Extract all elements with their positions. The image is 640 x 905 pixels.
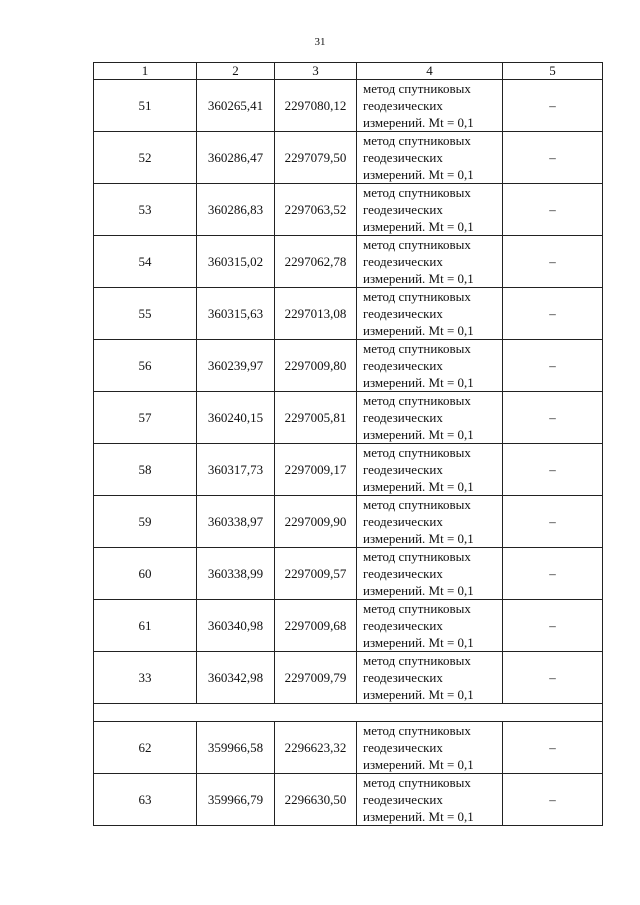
method-line: метод спутниковых [363, 81, 471, 96]
y-coordinate-cell: 2297009,79 [275, 652, 357, 704]
y-coordinate-cell: 2297063,52 [275, 184, 357, 236]
table-row [94, 548, 603, 600]
note-cell: – [503, 184, 603, 236]
table-row [94, 132, 603, 184]
method-line: геодезических [363, 740, 443, 755]
method-cell [357, 774, 503, 826]
method-line: метод спутниковых [363, 289, 471, 304]
page-number: 31 [314, 36, 326, 48]
note-cell: – [503, 444, 603, 496]
method-line: метод спутниковых [363, 341, 471, 356]
x-coordinate-cell: 360317,73 [197, 444, 275, 496]
header-col-5: 5 [503, 63, 603, 80]
x-coordinate-cell: 360239,97 [197, 340, 275, 392]
method-line: измерений. Mt = 0,1 [363, 375, 474, 390]
x-coordinate-cell: 359966,58 [197, 722, 275, 774]
method-line: измерений. Mt = 0,1 [363, 271, 474, 286]
method-line: геодезических [363, 792, 443, 807]
y-coordinate-cell: 2297080,12 [275, 80, 357, 132]
table-row [94, 652, 603, 704]
point-number-cell: 54 [94, 236, 197, 288]
header-col-1: 1 [94, 63, 197, 80]
coordinates-table [93, 62, 603, 826]
y-coordinate-cell: 2297009,17 [275, 444, 357, 496]
method-cell [357, 80, 503, 132]
method-line: измерений. Mt = 0,1 [363, 323, 474, 338]
x-coordinate-cell: 360265,41 [197, 80, 275, 132]
method-cell [357, 548, 503, 600]
point-number-cell: 53 [94, 184, 197, 236]
table-row [94, 774, 603, 826]
method-line: геодезических [363, 670, 443, 685]
method-line: метод спутниковых [363, 775, 471, 790]
method-cell [357, 392, 503, 444]
point-number-cell: 55 [94, 288, 197, 340]
method-line: геодезических [363, 462, 443, 477]
point-number-cell: 58 [94, 444, 197, 496]
header-col-3: 3 [275, 63, 357, 80]
x-coordinate-cell: 360342,98 [197, 652, 275, 704]
point-number-cell: 61 [94, 600, 197, 652]
method-line: геодезических [363, 306, 443, 321]
method-line: измерений. Mt = 0,1 [363, 167, 474, 182]
method-line: геодезических [363, 358, 443, 373]
note-cell: – [503, 236, 603, 288]
y-coordinate-cell: 2296630,50 [275, 774, 357, 826]
header-col-4: 4 [357, 63, 503, 80]
note-cell: – [503, 340, 603, 392]
method-line: метод спутниковых [363, 497, 471, 512]
y-coordinate-cell: 2297009,90 [275, 496, 357, 548]
point-number-cell: 51 [94, 80, 197, 132]
note-cell: – [503, 496, 603, 548]
table-row [94, 600, 603, 652]
y-coordinate-cell: 2297009,80 [275, 340, 357, 392]
y-coordinate-cell: 2297062,78 [275, 236, 357, 288]
method-line: измерений. Mt = 0,1 [363, 757, 474, 772]
y-coordinate-cell: 2296623,32 [275, 722, 357, 774]
separator-row [94, 704, 603, 722]
note-cell: – [503, 132, 603, 184]
point-number-cell: 56 [94, 340, 197, 392]
method-line: геодезических [363, 618, 443, 633]
method-line: метод спутниковых [363, 237, 471, 252]
x-coordinate-cell: 360315,63 [197, 288, 275, 340]
note-cell: – [503, 600, 603, 652]
note-cell: – [503, 652, 603, 704]
method-line: измерений. Mt = 0,1 [363, 687, 474, 702]
method-line: метод спутниковых [363, 601, 471, 616]
method-line: метод спутниковых [363, 549, 471, 564]
x-coordinate-cell: 360286,83 [197, 184, 275, 236]
method-line: метод спутниковых [363, 445, 471, 460]
table-row [94, 496, 603, 548]
method-line: метод спутниковых [363, 185, 471, 200]
method-line: измерений. Mt = 0,1 [363, 531, 474, 546]
note-cell: – [503, 288, 603, 340]
method-cell [357, 652, 503, 704]
point-number-cell: 57 [94, 392, 197, 444]
method-line: метод спутниковых [363, 653, 471, 668]
table-row [94, 444, 603, 496]
method-line: измерений. Mt = 0,1 [363, 809, 474, 824]
x-coordinate-cell: 360340,98 [197, 600, 275, 652]
method-cell [357, 496, 503, 548]
table-row [94, 80, 603, 132]
separator-cell [94, 704, 603, 722]
method-cell [357, 340, 503, 392]
table-row [94, 722, 603, 774]
table-row [94, 236, 603, 288]
method-line: метод спутниковых [363, 393, 471, 408]
table-row [94, 288, 603, 340]
table-row [94, 392, 603, 444]
table-row [94, 340, 603, 392]
point-number-cell: 33 [94, 652, 197, 704]
note-cell: – [503, 722, 603, 774]
method-line: измерений. Mt = 0,1 [363, 219, 474, 234]
table-row [94, 184, 603, 236]
method-line: метод спутниковых [363, 723, 471, 738]
method-cell [357, 236, 503, 288]
note-cell: – [503, 774, 603, 826]
method-line: геодезических [363, 566, 443, 581]
x-coordinate-cell: 359966,79 [197, 774, 275, 826]
x-coordinate-cell: 360315,02 [197, 236, 275, 288]
point-number-cell: 52 [94, 132, 197, 184]
y-coordinate-cell: 2297009,68 [275, 600, 357, 652]
x-coordinate-cell: 360338,99 [197, 548, 275, 600]
method-line: геодезических [363, 98, 443, 113]
x-coordinate-cell: 360240,15 [197, 392, 275, 444]
y-coordinate-cell: 2297079,50 [275, 132, 357, 184]
point-number-cell: 60 [94, 548, 197, 600]
method-cell [357, 600, 503, 652]
header-row [94, 63, 603, 80]
method-cell [357, 132, 503, 184]
y-coordinate-cell: 2297009,57 [275, 548, 357, 600]
note-cell: – [503, 80, 603, 132]
method-line: геодезических [363, 410, 443, 425]
method-line: измерений. Mt = 0,1 [363, 479, 474, 494]
y-coordinate-cell: 2297013,08 [275, 288, 357, 340]
method-line: геодезических [363, 150, 443, 165]
point-number-cell: 62 [94, 722, 197, 774]
point-number-cell: 63 [94, 774, 197, 826]
method-line: геодезических [363, 202, 443, 217]
method-line: геодезических [363, 254, 443, 269]
method-line: метод спутниковых [363, 133, 471, 148]
method-line: измерений. Mt = 0,1 [363, 427, 474, 442]
method-cell [357, 288, 503, 340]
point-number-cell: 59 [94, 496, 197, 548]
x-coordinate-cell: 360338,97 [197, 496, 275, 548]
method-cell [357, 722, 503, 774]
header-col-2: 2 [197, 63, 275, 80]
method-line: измерений. Mt = 0,1 [363, 583, 474, 598]
method-line: измерений. Mt = 0,1 [363, 115, 474, 130]
y-coordinate-cell: 2297005,81 [275, 392, 357, 444]
method-line: геодезических [363, 514, 443, 529]
method-cell [357, 184, 503, 236]
x-coordinate-cell: 360286,47 [197, 132, 275, 184]
note-cell: – [503, 548, 603, 600]
method-cell [357, 444, 503, 496]
note-cell: – [503, 392, 603, 444]
method-line: измерений. Mt = 0,1 [363, 635, 474, 650]
